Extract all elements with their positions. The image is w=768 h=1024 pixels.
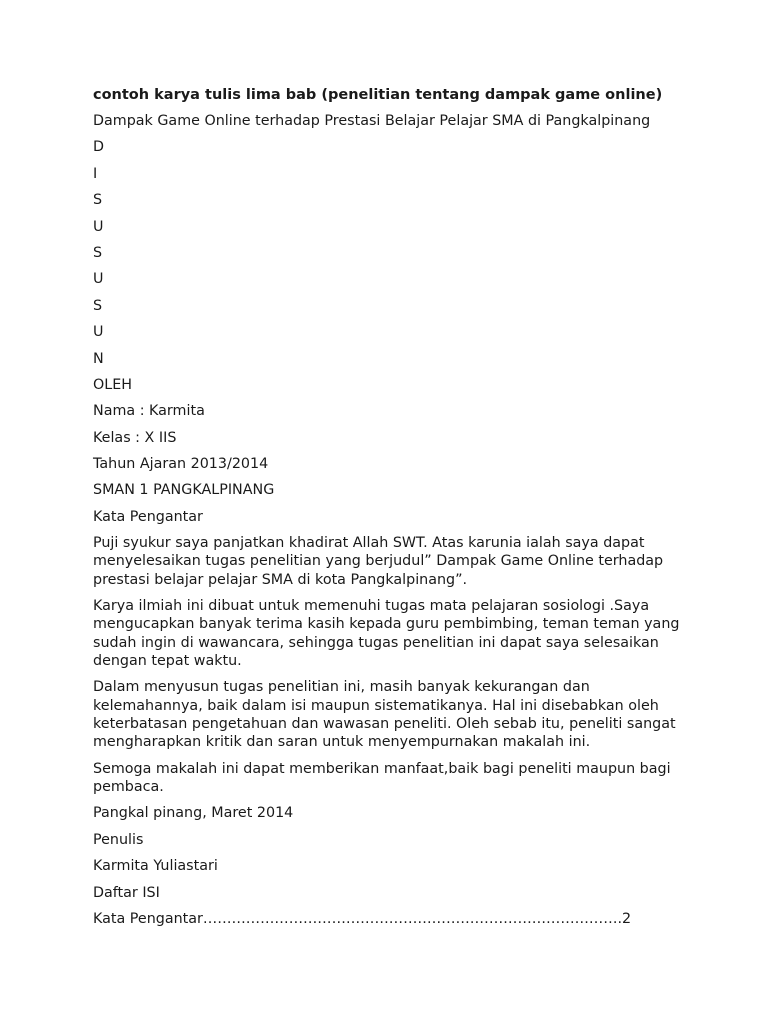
preface-heading: Kata Pengantar xyxy=(93,508,203,525)
place-date-line: Pangkal pinang, Maret 2014 xyxy=(93,805,294,822)
paragraph-line: pembaca. xyxy=(93,778,164,795)
paragraph-line: mengharapkan kritik dan saran untuk menyempurnakan makalah ini. xyxy=(93,734,591,751)
disusun-letter: S xyxy=(93,192,103,209)
disusun-letter: U xyxy=(93,218,104,235)
paragraph-line: Semoga makalah ini dapat memberikan manfaat,baik bagi peneliti maupun bagi xyxy=(93,760,671,777)
school-name-line: SMAN 1 PANGKALPINANG xyxy=(93,482,275,499)
paragraph-line: Puji syukur saya panjatkan khadirat Allah SWT. Atas karunia ialah saya dapat xyxy=(93,535,645,552)
preface-paragraph xyxy=(93,760,693,796)
paragraph-line: mengucapkan banyak terima kasih kepada guru pembimbing, teman teman yang xyxy=(93,616,680,633)
class-line: Kelas : X IIS xyxy=(93,429,177,446)
paragraph-line: Karya ilmiah ini dibuat untuk memenuhi tugas mata pelajaran sosiologi .Saya xyxy=(93,598,650,615)
oleh-label: OLEH xyxy=(93,376,133,393)
paragraph-line: sudah ingin di wawancara, sehingga tugas penelitian ini dapat saya selesaikan xyxy=(93,634,659,651)
paragraph-line: prestasi belajar pelajar SMA di kota Pangkalpinang”. xyxy=(93,571,468,588)
school-year-line: Tahun Ajaran 2013/2014 xyxy=(93,456,269,473)
document-subtitle: Dampak Game Online terhadap Prestasi Belajar Pelajar SMA di Pangkalpinang xyxy=(93,113,651,129)
preface-paragraph xyxy=(93,678,693,751)
document-page xyxy=(93,86,693,936)
document-title: contoh karya tulis lima bab (penelitian tentang dampak game online) xyxy=(93,87,663,103)
disusun-letter: S xyxy=(93,244,103,261)
paragraph-line: dengan tepat waktu. xyxy=(93,652,242,669)
disusun-letter: N xyxy=(93,350,104,367)
paragraph-line: keterbatasan pengetahuan dan wawasan peneliti. Oleh sebab itu, peneliti sangat xyxy=(93,715,676,732)
toc-entry: Kata Pengantar…………………………………………………………………………….2 xyxy=(93,911,632,928)
paragraph-line: menyelesaikan tugas penelitian yang berjudul” Dampak Game Online terhadap xyxy=(93,553,664,570)
paragraph-line: Dalam menyusun tugas penelitian ini, masih banyak kekurangan dan xyxy=(93,679,590,696)
preface-paragraph xyxy=(93,597,693,670)
disusun-letter: S xyxy=(93,297,103,314)
disusun-letter: U xyxy=(93,324,104,341)
author-full-name: Karmita Yuliastari xyxy=(93,858,218,875)
disusun-letter: D xyxy=(93,139,105,156)
disusun-letter: I xyxy=(93,165,98,182)
disusun-letter: U xyxy=(93,271,104,288)
penulis-label: Penulis xyxy=(93,831,144,848)
preface-paragraph xyxy=(93,534,693,589)
author-name-line: Nama : Karmita xyxy=(93,403,205,420)
toc-heading: Daftar ISI xyxy=(93,884,160,901)
paragraph-line: kelemahannya, baik dalam isi maupun sistematikanya. Hal ini disebabkan oleh xyxy=(93,697,659,714)
